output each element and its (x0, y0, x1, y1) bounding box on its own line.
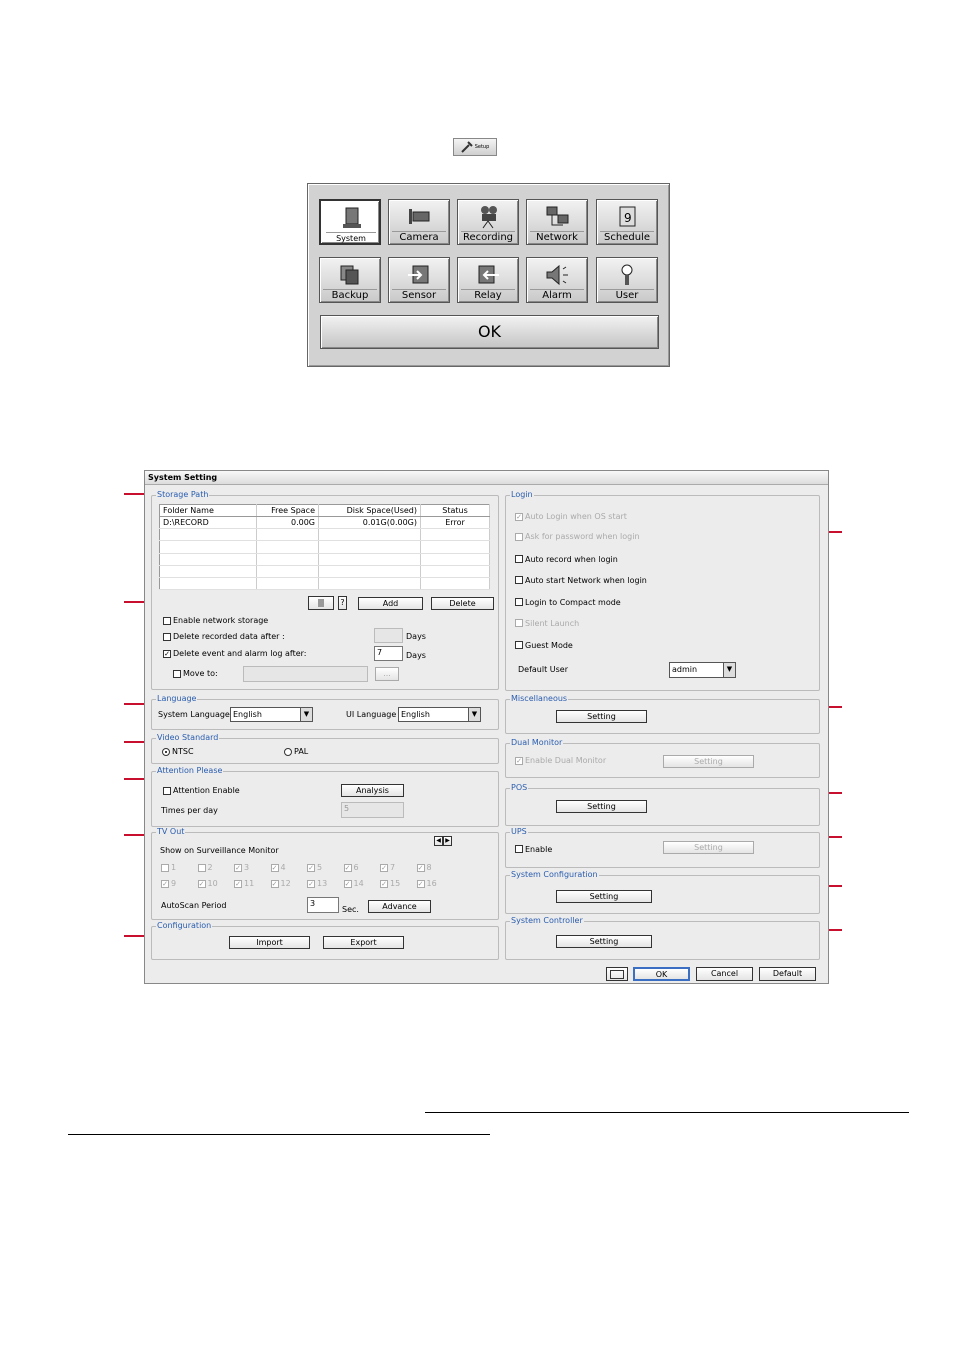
relay-button[interactable] (457, 257, 519, 303)
schedule-button[interactable] (596, 199, 658, 245)
dual-setting-button[interactable]: Setting (663, 755, 754, 768)
chevron-down-icon: ▼ (468, 708, 480, 721)
ups-enable-checkbox[interactable] (515, 845, 523, 853)
svg-text:9: 9 (624, 211, 632, 225)
days-label: Days (406, 651, 426, 660)
recorded-days-input[interactable] (374, 628, 403, 643)
system-language-select[interactable] (230, 707, 313, 722)
alarm-label: Alarm (530, 289, 584, 301)
alarm-icon (543, 263, 571, 287)
dual-monitor-group (505, 738, 820, 778)
camera-icon (405, 205, 433, 229)
silent-launch-label: Silent Launch (525, 619, 580, 628)
backup-icon (336, 263, 364, 287)
main-menu-panel (307, 183, 670, 367)
default-user-label: Default User (518, 665, 569, 674)
auto-login-label: Auto Login when OS start (525, 512, 627, 521)
pal-label: PAL (294, 747, 309, 756)
monitor-number-label: 14 (353, 879, 364, 888)
monitor-number-label: 3 (244, 863, 250, 872)
schedule-icon (613, 205, 641, 229)
autoscan-label: AutoScan Period (161, 901, 227, 910)
monitor-checkbox[interactable] (161, 864, 169, 872)
arrow-right-icon: ▶ (445, 837, 450, 844)
storage-path-group (151, 490, 499, 690)
scroll-left-button[interactable] (434, 836, 443, 846)
configuration-title: Configuration (157, 921, 212, 930)
add-button[interactable]: Add (358, 597, 423, 610)
sysconf-setting-button[interactable]: Setting (556, 890, 652, 903)
show-on-monitor-label: Show on Surveillance Monitor (160, 846, 279, 855)
monitor-checkbox[interactable]: ✓ (271, 864, 278, 872)
table-row (160, 541, 490, 553)
times-per-day-label: Times per day (161, 806, 218, 815)
menu-ok-button[interactable]: OK (320, 315, 659, 349)
backup-button[interactable] (319, 257, 381, 303)
auto-record-label: Auto record when login (525, 555, 618, 564)
monitor-number-label: 11 (244, 879, 255, 888)
ups-enable-label: Enable (525, 845, 553, 854)
sensor-icon (405, 263, 433, 287)
default-button[interactable]: Default (759, 967, 816, 981)
silent-launch-checkbox[interactable] (515, 619, 523, 627)
default-user-select[interactable] (669, 662, 736, 678)
scroll-right-button[interactable] (443, 836, 452, 846)
relay-label: Relay (461, 289, 515, 301)
network-icon (543, 205, 571, 229)
window-title: System Setting (145, 471, 828, 485)
ui-language-select[interactable] (398, 707, 481, 722)
sec-label: Sec. (342, 905, 359, 914)
backup-label: Backup (323, 289, 377, 301)
system-icon (337, 206, 365, 230)
monitor-number-label: 10 (207, 879, 218, 888)
keyboard-icon (610, 970, 624, 979)
table-row (160, 553, 490, 565)
language-group (151, 694, 499, 730)
relay-icon (474, 263, 502, 287)
video-standard-group (151, 733, 499, 764)
monitor-number-label: 4 (280, 863, 286, 872)
ok-button[interactable]: OK (633, 967, 690, 981)
misc-setting-button[interactable]: Setting (556, 710, 647, 723)
alarm-button[interactable] (526, 257, 588, 303)
recording-label: Recording (462, 232, 513, 243)
monitor-number-label: 13 (317, 879, 328, 888)
system-setting-window (144, 470, 829, 984)
tv-out-title: TV Out (157, 827, 185, 836)
monitor-number-label: 7 (390, 863, 396, 872)
pos-title: POS (511, 783, 528, 792)
storage-table (159, 504, 490, 590)
monitor-number-label: 9 (171, 879, 177, 888)
analysis-button[interactable]: Analysis (341, 784, 404, 797)
system-language-label: System Language (158, 710, 230, 719)
attention-enable-checkbox[interactable] (163, 787, 171, 795)
monitor-number-label: 2 (207, 863, 213, 872)
tv-out-group (151, 827, 499, 920)
delete-event-label: Delete event and alarm log after: (173, 649, 307, 658)
ask-password-label: Ask for password when login (525, 532, 640, 541)
attention-group (151, 766, 499, 827)
arrow-left-icon: ◀ (436, 837, 441, 844)
recording-icon (474, 205, 502, 229)
pal-radio[interactable] (284, 748, 292, 756)
import-button[interactable]: Import (229, 936, 310, 949)
ask-password-checkbox[interactable] (515, 533, 523, 541)
monitor-number-label: 1 (171, 863, 177, 872)
user-label: User (600, 289, 654, 301)
days-label: Days (406, 632, 426, 641)
monitor-checkbox[interactable]: ✓ (308, 880, 314, 888)
monitor-checkbox[interactable] (198, 864, 206, 872)
drive-button[interactable] (308, 596, 334, 610)
delete-recorded-checkbox[interactable] (163, 633, 171, 641)
recording-button[interactable] (457, 199, 519, 245)
delete-button[interactable]: Delete (431, 597, 494, 610)
monitor-checkbox[interactable]: ✓ (271, 880, 278, 888)
auto-network-label: Auto start Network when login (525, 576, 647, 585)
login-group (505, 490, 820, 691)
underline (425, 1112, 909, 1113)
help-button[interactable]: ? (338, 596, 347, 610)
monitor-number-label: 12 (280, 879, 291, 888)
camera-button[interactable] (388, 199, 450, 245)
chevron-down-icon: ▼ (723, 663, 735, 677)
default-user-value: admin (672, 665, 698, 674)
monitor-number-label: 6 (353, 863, 359, 872)
table-row[interactable] (160, 517, 490, 529)
column-header: Free Space (257, 505, 319, 517)
table-cell: D:\RECORD (160, 517, 257, 529)
auto-record-checkbox[interactable] (515, 555, 523, 563)
system-button[interactable] (319, 199, 381, 245)
attention-enable-label: Attention Enable (173, 786, 240, 795)
monitor-checkbox[interactable]: ✓ (344, 864, 351, 872)
dual-monitor-checkbox[interactable]: ✓ (516, 757, 522, 765)
column-header: Disk Space(Used) (319, 505, 421, 517)
ups-title: UPS (511, 827, 527, 836)
system-language-value: English (233, 710, 262, 719)
monitor-number-label: 15 (390, 879, 401, 888)
move-to-checkbox[interactable] (173, 670, 181, 678)
language-title: Language (157, 694, 197, 703)
event-days-input[interactable]: 7 (374, 646, 403, 661)
setup-button[interactable] (453, 138, 497, 156)
table-cell: 0.01G(0.00G) (319, 517, 421, 529)
monitor-checkbox[interactable]: ✓ (417, 880, 424, 888)
ui-language-label: UI Language (346, 710, 397, 719)
ntsc-label: NTSC (172, 747, 194, 756)
system-configuration-group (505, 870, 820, 914)
system-configuration-title: System Configuration (511, 870, 598, 879)
monitor-checkbox[interactable]: ✓ (162, 880, 168, 888)
configuration-group (151, 921, 499, 960)
login-title: Login (511, 490, 533, 499)
compact-mode-label: Login to Compact mode (525, 598, 621, 607)
setup-button-label: Setup (474, 144, 490, 150)
auto-network-checkbox[interactable] (515, 576, 523, 584)
controller-setting-button[interactable]: Setting (556, 935, 652, 948)
guest-mode-label: Guest Mode (525, 641, 573, 650)
schedule-label: Schedule (600, 231, 654, 243)
network-storage-checkbox[interactable] (163, 617, 171, 625)
delete-event-checkbox[interactable]: ✓ (164, 650, 170, 658)
chevron-down-icon: ▼ (300, 708, 312, 721)
browse-button[interactable]: ... (375, 667, 399, 681)
system-label: System (326, 232, 376, 244)
cancel-button[interactable]: Cancel (696, 967, 753, 981)
advance-button[interactable]: Advance (368, 900, 431, 913)
keyboard-button[interactable] (606, 967, 628, 981)
monitor-checkbox[interactable]: ✓ (198, 880, 205, 888)
monitor-number-label: 16 (426, 879, 437, 888)
times-per-day-input[interactable]: 5 (341, 802, 404, 818)
monitor-checkbox[interactable]: ✓ (308, 864, 314, 872)
move-to-input[interactable] (243, 666, 368, 682)
ups-setting-button[interactable]: Setting (663, 841, 754, 854)
autoscan-input[interactable]: 3 (307, 897, 339, 913)
user-button[interactable] (596, 257, 658, 303)
pos-group (505, 783, 820, 826)
compact-mode-checkbox[interactable] (515, 598, 523, 606)
ui-language-value: English (401, 710, 430, 719)
table-cell: 0.00G (257, 517, 319, 529)
monitor-checkbox[interactable]: ✓ (381, 880, 387, 888)
system-controller-group (505, 916, 820, 960)
dual-monitor-label: Enable Dual Monitor (525, 756, 607, 765)
monitor-checkbox[interactable]: ✓ (235, 880, 241, 888)
table-row (160, 577, 490, 589)
ups-group (505, 827, 820, 868)
ntsc-radio[interactable] (162, 748, 170, 756)
table-row (160, 529, 490, 541)
move-to-label: Move to: (183, 669, 218, 678)
network-label: Network (530, 231, 584, 243)
storage-path-title: Storage Path (157, 490, 209, 499)
system-controller-title: System Controller (511, 916, 583, 925)
column-header: Status (421, 505, 490, 517)
camera-label: Camera (392, 231, 446, 243)
table-row (160, 565, 490, 577)
miscellaneous-title: Miscellaneous (511, 694, 568, 703)
underline (68, 1134, 490, 1135)
export-button[interactable]: Export (323, 936, 404, 949)
monitor-checkbox[interactable]: ✓ (417, 864, 424, 872)
video-standard-title: Video Standard (157, 733, 219, 742)
monitor-checkbox[interactable]: ✓ (381, 864, 387, 872)
monitor-number-label: 5 (317, 863, 323, 872)
user-icon (613, 263, 641, 287)
attention-title: Attention Please (157, 766, 223, 775)
sensor-label: Sensor (392, 289, 446, 301)
drive-icon (318, 599, 324, 607)
auto-login-checkbox[interactable]: ✓ (516, 513, 522, 521)
network-storage-label: Enable network storage (173, 616, 269, 625)
monitor-number-label: 8 (426, 863, 432, 872)
delete-recorded-label: Delete recorded data after : (173, 632, 285, 641)
table-cell: Error (421, 517, 490, 529)
column-header: Folder Name (160, 505, 257, 517)
monitor-checkbox[interactable]: ✓ (344, 880, 351, 888)
network-button[interactable] (526, 199, 588, 245)
pos-setting-button[interactable]: Setting (556, 800, 647, 813)
dual-monitor-title: Dual Monitor (511, 738, 563, 747)
tools-icon (461, 141, 473, 153)
monitor-checkbox[interactable]: ✓ (235, 864, 241, 872)
guest-mode-checkbox[interactable] (515, 641, 523, 649)
sensor-button[interactable] (388, 257, 450, 303)
miscellaneous-group (505, 694, 820, 734)
